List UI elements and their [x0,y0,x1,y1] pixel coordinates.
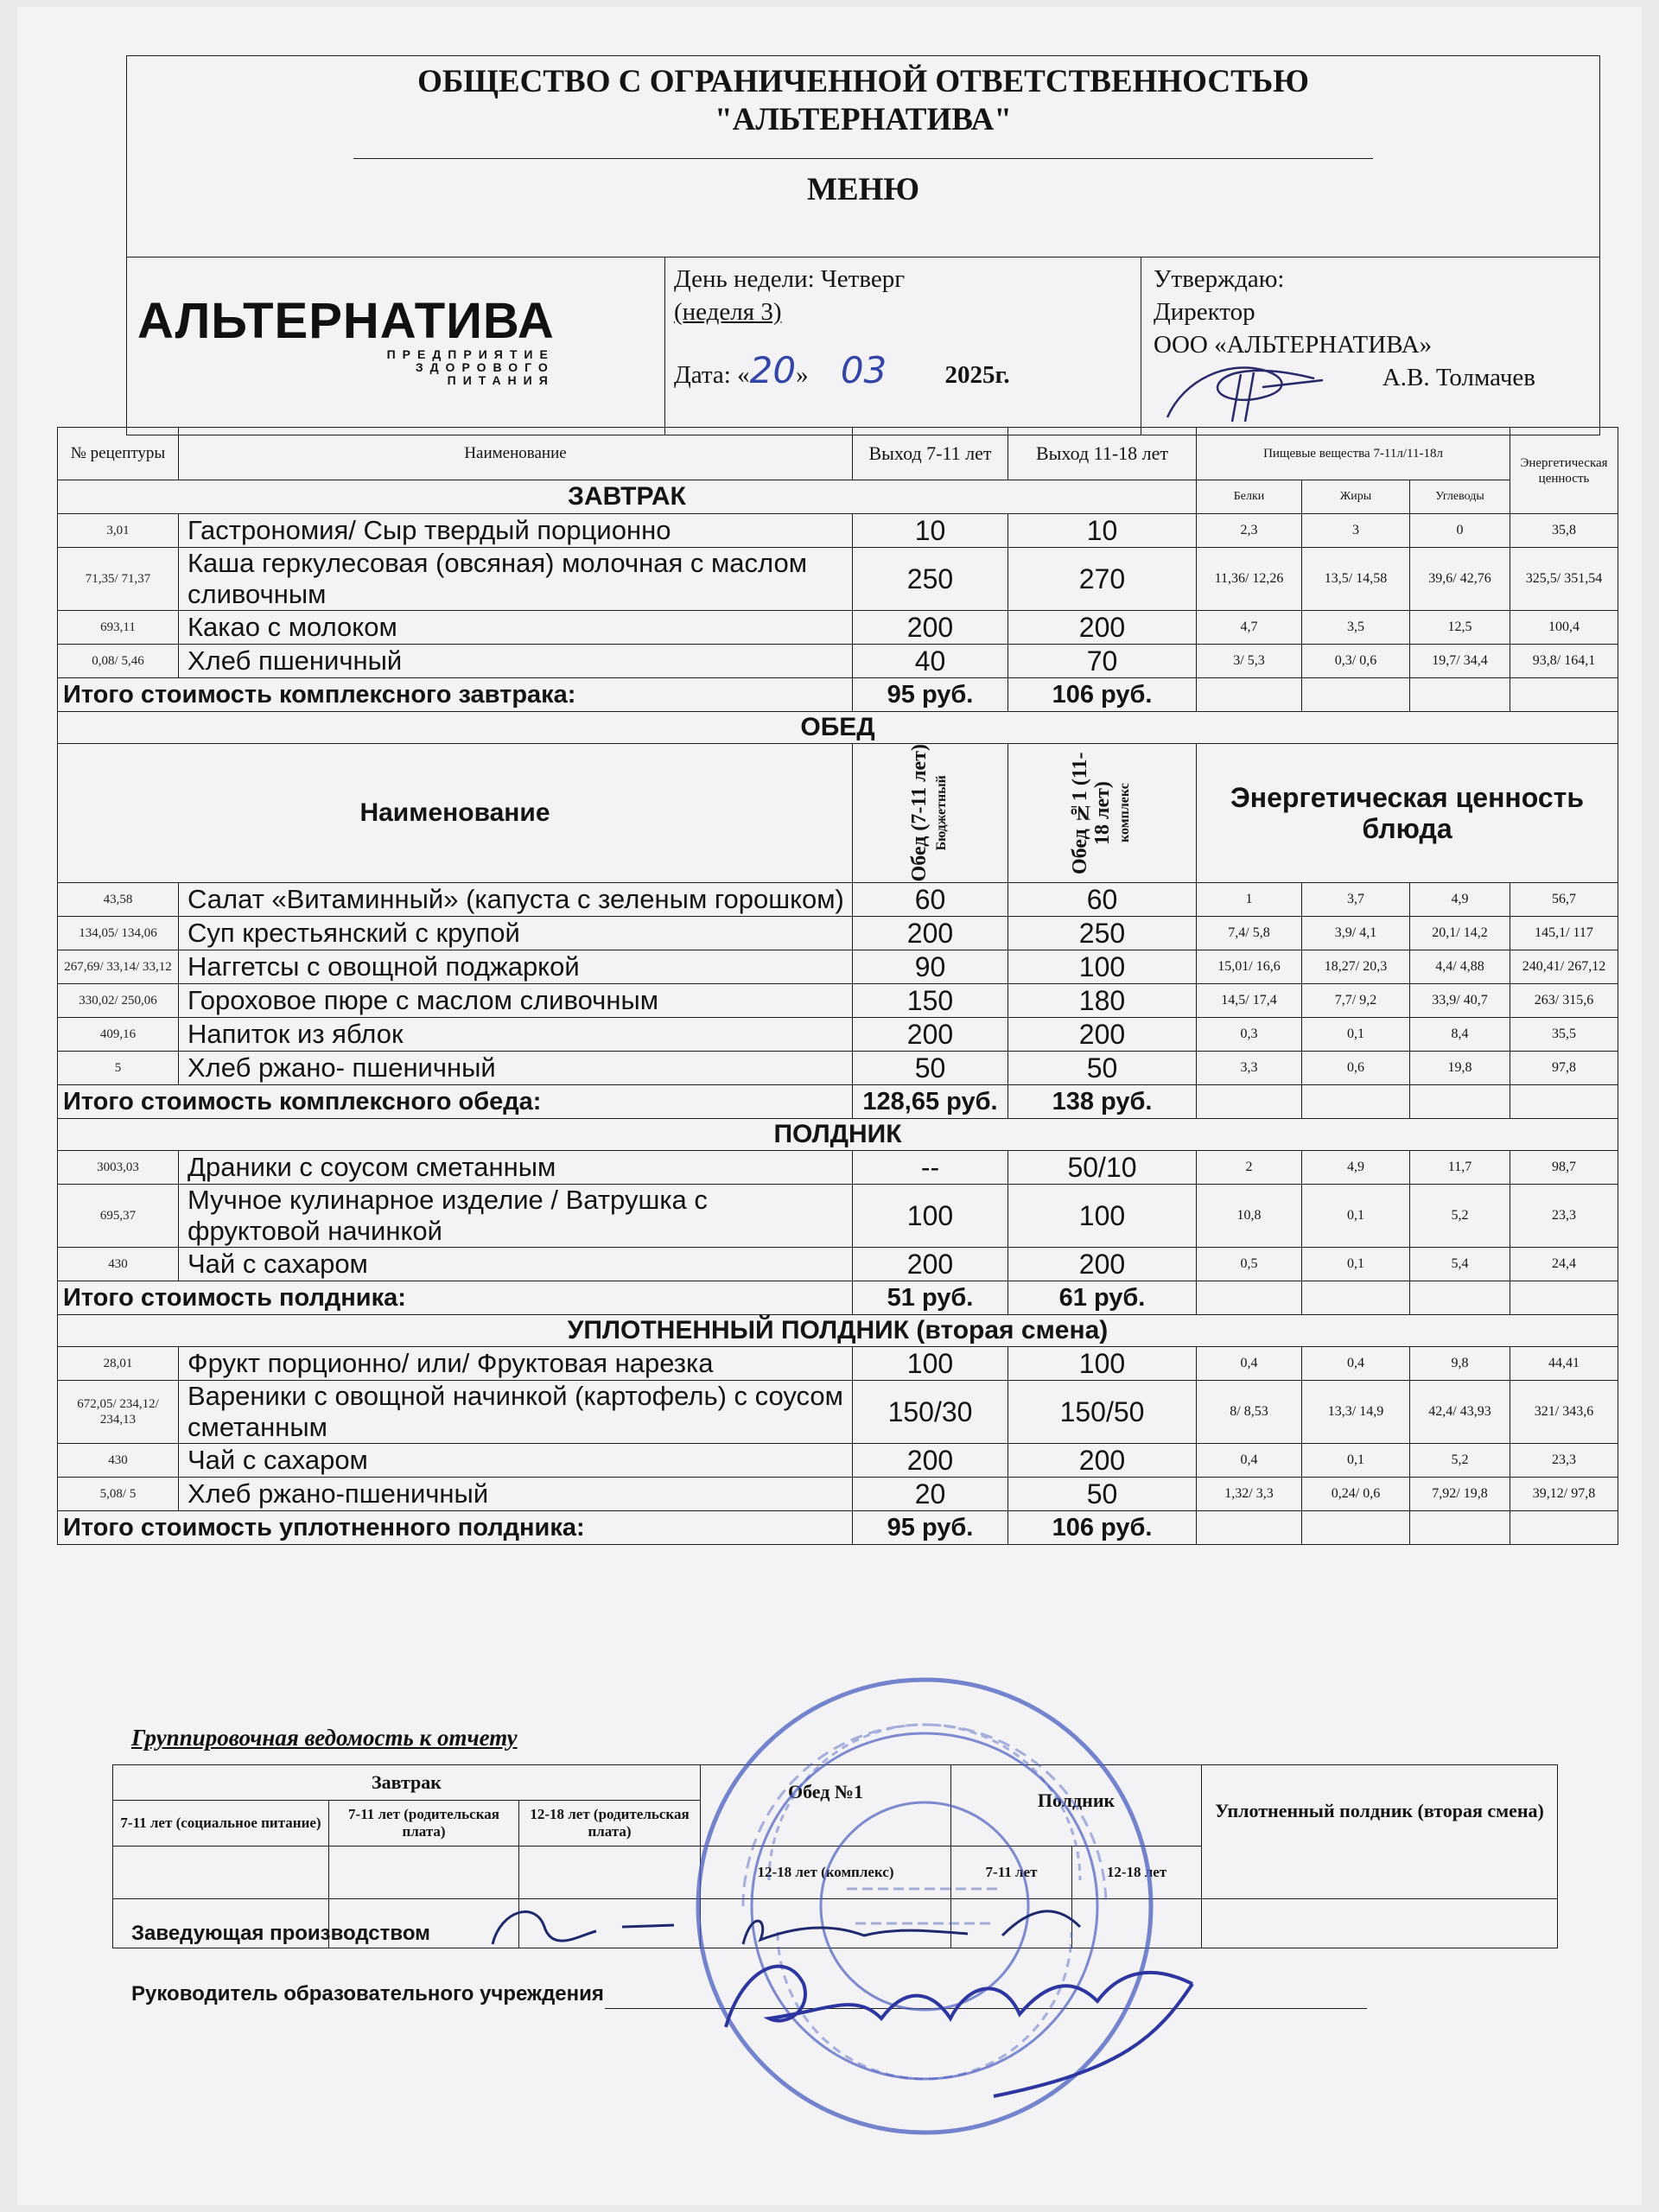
recipe-code: 430 [58,1248,179,1281]
table-row [58,1478,1618,1511]
energy-value: 56,7 [1510,883,1618,917]
approval-cell [1141,257,1600,435]
carbs-value: 0 [1410,514,1510,548]
section-snack: ПОЛДНИК [58,1119,1618,1151]
table-row [58,514,1618,548]
portion-11-18: 50 [1008,1052,1197,1085]
dish-name: Какао с молоком [179,611,853,645]
table-row [58,1185,1618,1248]
energy-value: 100,4 [1510,611,1618,645]
grp-cell [1202,1899,1558,1948]
portion-7-11: 150 [853,984,1008,1018]
grp-breakfast: Завтрак [113,1765,701,1801]
proteins-value: 3,3 [1197,1052,1302,1085]
portion-7-11: -- [853,1151,1008,1185]
dish-name: Драники с соусом сметанным [179,1151,853,1185]
portion-11-18: 200 [1008,1248,1197,1281]
table-row [58,984,1618,1018]
col-recipe-number: № рецептуры [58,428,179,480]
portion-11-18: 100 [1008,1347,1197,1381]
dish-name: Каша геркулесовая (овсяная) молочная с маслом сливочным [179,548,853,611]
grp-snack: Полдник [951,1765,1202,1847]
lunch-rows [58,883,1618,1085]
section-dense-snack: УПЛОТНЕННЫЙ ПОЛДНИК (вторая смена) [58,1315,1618,1347]
logo-wordmark: АЛЬТЕРНАТИВА [137,292,555,349]
school-head-label: Руководитель образовательного учреждения [131,1982,604,2005]
grp-snack-col1: 7-11 лет [951,1847,1072,1899]
portion-7-11: 60 [853,883,1008,917]
table-header-row [58,428,1618,480]
lunch-col-7-11 [853,744,1008,883]
col-fats: Жиры [1302,480,1410,514]
col-output-7-11: Выход 7-11 лет [853,428,1008,480]
proteins-value: 1 [1197,883,1302,917]
logo-sub-1: ПРЕДПРИЯТИЕ [386,346,555,361]
table-row [58,1347,1618,1381]
energy-value: 97,8 [1510,1052,1618,1085]
portion-11-18: 50/10 [1008,1151,1197,1185]
col-carbs: Углеводы [1410,480,1510,514]
date-mid: » [796,361,809,389]
proteins-value: 0,5 [1197,1248,1302,1281]
portion-7-11: 20 [853,1478,1008,1511]
portion-11-18: 150/50 [1008,1381,1197,1444]
dish-name: Суп крестьянский с крупой [179,917,853,950]
lunch-header-row [58,744,1618,883]
energy-value: 23,3 [1510,1185,1618,1248]
portion-7-11: 10 [853,514,1008,548]
date-prefix: Дата: « [674,361,750,389]
fats-value: 0,3/ 0,6 [1302,645,1410,678]
carbs-value: 5,2 [1410,1185,1510,1248]
logo-subtitle [137,348,555,387]
table-row [58,611,1618,645]
portion-11-18: 60 [1008,883,1197,917]
recipe-code: 430 [58,1444,179,1478]
grp-cell [519,1847,701,1899]
fats-value: 7,7/ 9,2 [1302,984,1410,1018]
grouping-title: Группировочная ведомость к отчету [131,1725,518,1751]
snack-total-row [58,1281,1618,1315]
recipe-code: 3,01 [58,514,179,548]
recipe-code: 693,11 [58,611,179,645]
dish-name: Гастрономия/ Сыр твердый порционно [179,514,853,548]
fats-value: 13,5/ 14,58 [1302,548,1410,611]
fats-value: 0,1 [1302,1185,1410,1248]
dish-name: Хлеб пшеничный [179,645,853,678]
proteins-value: 0,4 [1197,1444,1302,1478]
company-name [132,56,1594,139]
recipe-code: 71,35/ 71,37 [58,548,179,611]
table-row [58,645,1618,678]
portion-11-18: 100 [1008,950,1197,984]
approve-company: ООО «АЛЬТЕРНАТИВА» [1154,331,1433,359]
col-energy: Энергетическая ценность [1510,428,1618,514]
col-proteins: Белки [1197,480,1302,514]
table-row [58,1151,1618,1185]
portion-7-11: 200 [853,1248,1008,1281]
fats-value: 0,1 [1302,1018,1410,1052]
energy-value: 325,5/ 351,54 [1510,548,1618,611]
breakfast-total-11-18: 106 руб. [1008,678,1197,712]
table-row [58,1444,1618,1478]
portion-7-11: 100 [853,1185,1008,1248]
dish-name: Салат «Витаминный» (капуста с зеленым горошком) [179,883,853,917]
company-line-2: "АЛЬТЕРНАТИВА" [715,102,1012,137]
document-title: МЕНЮ [806,172,920,207]
lunch-col-name: Наименование [58,744,853,883]
proteins-value: 11,36/ 12,26 [1197,548,1302,611]
carbs-value: 19,8 [1410,1052,1510,1085]
carbs-value: 5,2 [1410,1444,1510,1478]
table-row [58,548,1618,611]
dish-name: Гороховое пюре с маслом сливочным [179,984,853,1018]
fats-value: 3,7 [1302,883,1410,917]
recipe-code: 5,08/ 5 [58,1478,179,1511]
portion-7-11: 40 [853,645,1008,678]
dish-name: Вареники с овощной начинкой (картофель) с соусом сметанным [179,1381,853,1444]
carbs-value: 9,8 [1410,1347,1510,1381]
lunch-col-7-11-label: Обед (7-11 лет) [907,744,931,882]
header-block [126,55,1600,435]
carbs-value: 8,4 [1410,1018,1510,1052]
recipe-code: 134,05/ 134,06 [58,917,179,950]
recipe-code: 267,69/ 33,14/ 33,12 [58,950,179,984]
recipe-code: 3003,03 [58,1151,179,1185]
dish-name: Хлеб ржано- пшеничный [179,1052,853,1085]
portion-7-11: 100 [853,1347,1008,1381]
table-row [58,950,1618,984]
recipe-code: 695,37 [58,1185,179,1248]
col-output-11-18: Выход 11-18 лет [1008,428,1197,480]
portion-11-18: 10 [1008,514,1197,548]
date-line [674,349,1132,391]
energy-value: 98,7 [1510,1151,1618,1185]
energy-value: 263/ 315,6 [1510,984,1618,1018]
production-head-label: Заведующая производством [131,1922,430,1945]
fats-value: 3,9/ 4,1 [1302,917,1410,950]
grp-b-col2: 7-11 лет (родительская плата) [329,1801,519,1847]
breakfast-total-row [58,678,1618,712]
fats-value: 3,5 [1302,611,1410,645]
portion-7-11: 200 [853,1018,1008,1052]
energy-value: 145,1/ 117 [1510,917,1618,950]
fats-value: 0,4 [1302,1347,1410,1381]
energy-value: 93,8/ 164,1 [1510,645,1618,678]
dish-name: Чай с сахаром [179,1248,853,1281]
proteins-value: 0,4 [1197,1347,1302,1381]
section-breakfast: ЗАВТРАК [58,480,1197,514]
portion-7-11: 250 [853,548,1008,611]
proteins-value: 7,4/ 5,8 [1197,917,1302,950]
section-lunch: ОБЕД [58,712,1618,744]
energy-value: 23,3 [1510,1444,1618,1478]
lunch-col-11-18-label: Обед №1 (11-18 лет) [1068,752,1114,874]
proteins-value: 2,3 [1197,514,1302,548]
recipe-code: 43,58 [58,883,179,917]
logo-sub-3: ПИТАНИЯ [447,372,555,387]
portion-11-18: 270 [1008,548,1197,611]
grp-snack-col2: 12-18 лет [1072,1847,1202,1899]
carbs-value: 4,9 [1410,883,1510,917]
proteins-value: 15,01/ 16,6 [1197,950,1302,984]
recipe-code: 5 [58,1052,179,1085]
company-logo [137,292,604,387]
dense-total-7-11: 95 руб. [853,1511,1008,1545]
day-date-cell [665,257,1141,435]
fats-value: 0,24/ 0,6 [1302,1478,1410,1511]
portion-11-18: 70 [1008,645,1197,678]
snack-total-11-18: 61 руб. [1008,1281,1197,1315]
logo-cell [127,257,665,435]
fats-value: 0,1 [1302,1248,1410,1281]
portion-11-18: 250 [1008,917,1197,950]
portion-7-11: 150/30 [853,1381,1008,1444]
dish-name: Хлеб ржано-пшеничный [179,1478,853,1511]
portion-11-18: 50 [1008,1478,1197,1511]
carbs-value: 11,7 [1410,1151,1510,1185]
carbs-value: 12,5 [1410,611,1510,645]
energy-value: 35,8 [1510,514,1618,548]
proteins-value: 3/ 5,3 [1197,645,1302,678]
portion-7-11: 200 [853,917,1008,950]
carbs-value: 7,92/ 19,8 [1410,1478,1510,1511]
portion-11-18: 200 [1008,1444,1197,1478]
logo-sub-2: ЗДОРОВОГО [415,359,555,374]
breakfast-rows [58,514,1618,678]
grp-dense: Уплотненный полдник (вторая смена) [1202,1765,1558,1899]
table-row [58,1018,1618,1052]
energy-value: 39,12/ 97,8 [1510,1478,1618,1511]
dish-name: Мучное кулинарное изделие / Ватрушка с фруктовой начинкой [179,1185,853,1248]
fats-value: 13,3/ 14,9 [1302,1381,1410,1444]
dense-total-row [58,1511,1618,1545]
portion-7-11: 200 [853,1444,1008,1478]
fats-value: 4,9 [1302,1151,1410,1185]
lunch-col-11-18 [1008,744,1197,883]
dish-name: Чай с сахаром [179,1444,853,1478]
portion-7-11: 200 [853,611,1008,645]
header-rule [353,158,1373,159]
dense-snack-rows [58,1347,1618,1511]
portion-11-18: 100 [1008,1185,1197,1248]
recipe-code: 409,16 [58,1018,179,1052]
energy-value: 240,41/ 267,12 [1510,950,1618,984]
portion-7-11: 90 [853,950,1008,984]
company-line-1: ОБЩЕСТВО С ОГРАНИЧЕННОЙ ОТВЕТСТВЕННОСТЬЮ [417,64,1309,99]
carbs-value: 4,4/ 4,88 [1410,950,1510,984]
grp-b-col3: 12-18 лет (родительская плата) [519,1801,701,1847]
carbs-value: 5,4 [1410,1248,1510,1281]
energy-value: 321/ 343,6 [1510,1381,1618,1444]
snack-total-label: Итого стоимость полдника: [58,1281,853,1315]
proteins-value: 2 [1197,1151,1302,1185]
proteins-value: 10,8 [1197,1185,1302,1248]
lunch-col-7-11-sub: Бюджетный [933,775,949,851]
grp-lunch: Обед №1 [701,1765,951,1847]
breakfast-total-label: Итого стоимость комплексного завтрака: [58,678,853,712]
proteins-value: 14,5/ 17,4 [1197,984,1302,1018]
recipe-code: 330,02/ 250,06 [58,984,179,1018]
grp-lunch-col: 12-18 лет (комплекс) [701,1847,951,1899]
fats-value: 0,1 [1302,1444,1410,1478]
carbs-value: 20,1/ 14,2 [1410,917,1510,950]
director-signature [1159,344,1340,430]
fats-value: 3 [1302,514,1410,548]
company-cell [127,56,1600,257]
fats-value: 0,6 [1302,1052,1410,1085]
lunch-total-11-18: 138 руб. [1008,1085,1197,1119]
date-month: 03 [840,349,887,391]
dense-total-11-18: 106 руб. [1008,1511,1197,1545]
table-row [58,883,1618,917]
proteins-value: 4,7 [1197,611,1302,645]
col-nutrients: Пищевые вещества 7-11л/11-18л [1197,428,1510,480]
carbs-value: 39,6/ 42,76 [1410,548,1510,611]
proteins-value: 0,3 [1197,1018,1302,1052]
snack-total-7-11: 51 руб. [853,1281,1008,1315]
recipe-code: 0,08/ 5,46 [58,645,179,678]
portion-11-18: 200 [1008,611,1197,645]
portion-11-18: 180 [1008,984,1197,1018]
table-row [58,917,1618,950]
lunch-total-7-11: 128,65 руб. [853,1085,1008,1119]
carbs-value: 42,4/ 43,93 [1410,1381,1510,1444]
proteins-value: 1,32/ 3,3 [1197,1478,1302,1511]
snack-rows [58,1151,1618,1281]
table-row [58,1052,1618,1085]
recipe-code: 672,05/ 234,12/ 234,13 [58,1381,179,1444]
dish-name: Фрукт порционно/ или/ Фруктовая нарезка [179,1347,853,1381]
lunch-total-label: Итого стоимость комплексного обеда: [58,1085,853,1119]
table-row [58,1381,1618,1444]
dense-total-label: Итого стоимость уплотненного полдника: [58,1511,853,1545]
breakfast-total-7-11: 95 руб. [853,678,1008,712]
dish-name: Напиток из яблок [179,1018,853,1052]
lunch-col-11-18-sub: комплекс [1116,783,1132,843]
col-name: Наименование [179,428,853,480]
grp-cell [113,1847,329,1899]
school-head-signature [709,1932,1227,2105]
dish-name: Наггетсы с овощной поджаркой [179,950,853,984]
grp-b-col1: 7-11 лет (социальное питание) [113,1801,329,1847]
energy-value: 35,5 [1510,1018,1618,1052]
approve-director: А.В. Толмачев [1382,364,1535,391]
carbs-value: 33,9/ 40,7 [1410,984,1510,1018]
portion-11-18: 200 [1008,1018,1197,1052]
proteins-value: 8/ 8,53 [1197,1381,1302,1444]
carbs-value: 19,7/ 34,4 [1410,645,1510,678]
lunch-col-energy: Энергетическая ценность блюда [1197,744,1618,883]
energy-value: 24,4 [1510,1248,1618,1281]
fats-value: 18,27/ 20,3 [1302,950,1410,984]
table-row [58,1248,1618,1281]
approve-position: Директор [1154,298,1255,326]
date-day: 20 [749,349,797,391]
grp-cell [329,1847,519,1899]
energy-value: 44,41 [1510,1347,1618,1381]
week-number: (неделя 3) [674,298,782,326]
menu-table [57,427,1618,1545]
portion-7-11: 50 [853,1052,1008,1085]
recipe-code: 28,01 [58,1347,179,1381]
lunch-total-row [58,1085,1618,1119]
weekday: День недели: Четверг [674,265,906,293]
date-year: 2025г. [944,361,1010,389]
approve-label: Утверждаю: [1154,265,1285,293]
